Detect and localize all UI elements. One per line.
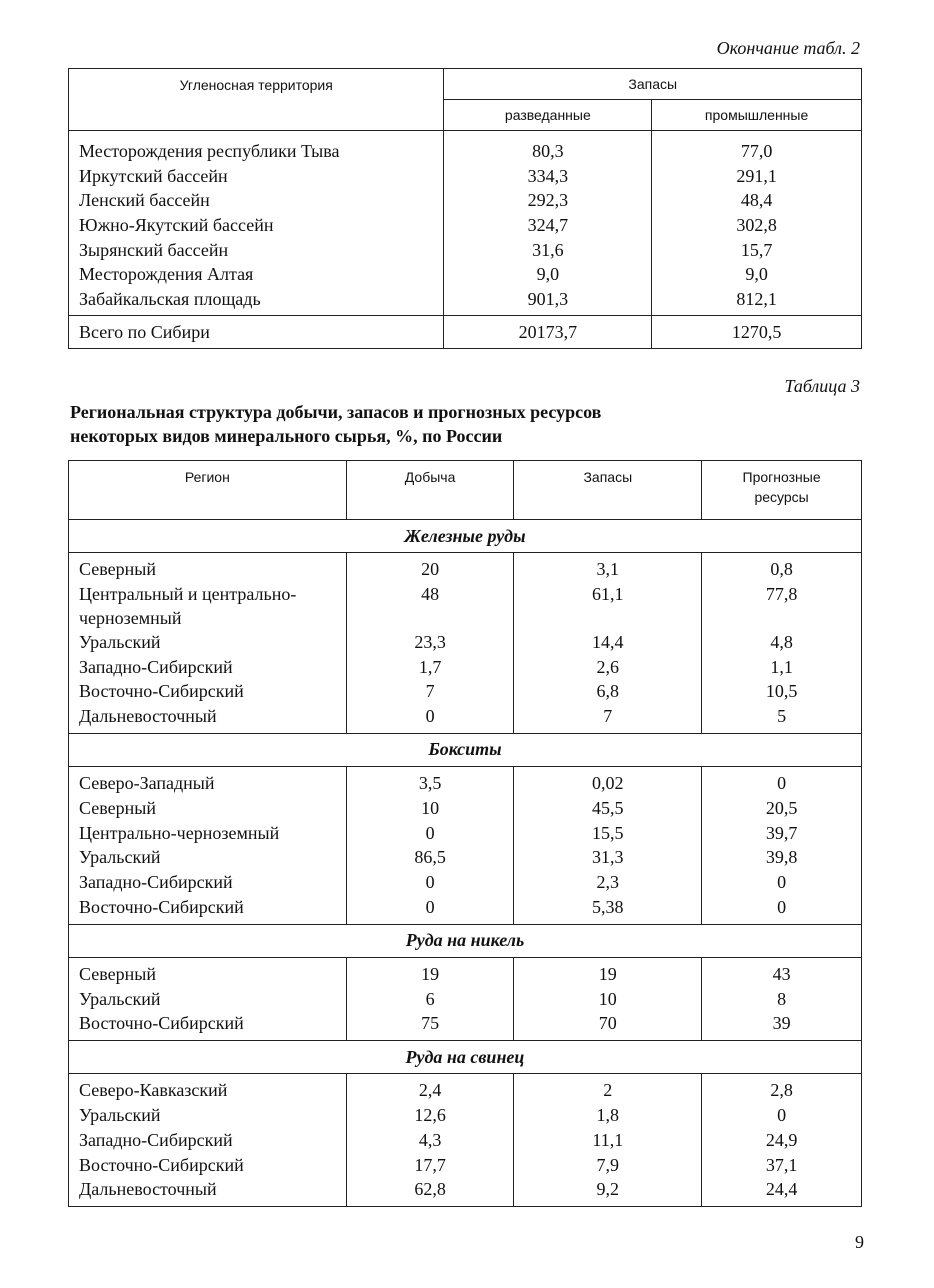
table-row	[69, 1177, 862, 1206]
coal-reserves-table	[68, 68, 862, 349]
explored-value: 292,3	[444, 188, 652, 213]
section-title: Руда на свинец	[69, 1041, 862, 1074]
region-name: Западно-Сибирский	[69, 1128, 347, 1153]
mining-value: 0	[346, 895, 514, 924]
region-name: Дальневосточный	[69, 1177, 347, 1206]
table-row	[69, 1103, 862, 1128]
forecast-value: 0,8	[702, 553, 862, 582]
region-name: Северный	[69, 553, 347, 582]
region-name: Уральский	[69, 987, 347, 1012]
reserves-value: 1,8	[514, 1103, 702, 1128]
reserves-value: 11,1	[514, 1128, 702, 1153]
table-row	[69, 821, 862, 846]
table-row	[69, 1011, 862, 1040]
explored-value: 324,7	[444, 213, 652, 238]
table3-label: Таблица 3	[784, 376, 860, 396]
mining-value: 19	[346, 957, 514, 986]
table-row	[69, 655, 862, 680]
forecast-value: 43	[702, 957, 862, 986]
table-row	[69, 987, 862, 1012]
territory-name: Южно-Якутский бассейн	[69, 213, 444, 238]
mining-value: 2,4	[346, 1074, 514, 1103]
section-row	[69, 924, 862, 957]
table-row	[69, 131, 862, 164]
mining-value: 20	[346, 553, 514, 582]
total-name: Всего по Сибири	[69, 316, 444, 349]
header-mining: Добыча	[346, 461, 514, 520]
region-name: Уральский	[69, 845, 347, 870]
region-name	[69, 582, 347, 630]
forecast-value: 4,8	[702, 630, 862, 655]
region-name: Восточно-Сибирский	[69, 1153, 347, 1178]
reserves-value: 10	[514, 987, 702, 1012]
mining-value: 12,6	[346, 1103, 514, 1128]
mining-value: 4,3	[346, 1128, 514, 1153]
table-row	[69, 287, 862, 316]
table-row	[69, 895, 862, 924]
forecast-value: 24,9	[702, 1128, 862, 1153]
reserves-value: 7,9	[514, 1153, 702, 1178]
forecast-value: 1,1	[702, 655, 862, 680]
reserves-value: 9,2	[514, 1177, 702, 1206]
region-name: Восточно-Сибирский	[69, 895, 347, 924]
header-explored: разведанные	[444, 100, 652, 131]
reserves-value: 15,5	[514, 821, 702, 846]
forecast-value: 39	[702, 1011, 862, 1040]
reserves-value: 5,38	[514, 895, 702, 924]
table-row	[69, 164, 862, 189]
reserves-value: 19	[514, 957, 702, 986]
section-title: Руда на никель	[69, 924, 862, 957]
forecast-value: 2,8	[702, 1074, 862, 1103]
territory-name: Иркутский бассейн	[69, 164, 444, 189]
region-name-line: Центральный и центрально-	[79, 583, 297, 604]
mining-value: 6	[346, 987, 514, 1012]
forecast-value: 10,5	[702, 679, 862, 704]
territory-name: Месторождения Алтая	[69, 262, 444, 287]
section-row	[69, 733, 862, 766]
forecast-value: 37,1	[702, 1153, 862, 1178]
table3-title-line: Региональная структура добычи, запасов и прогнозных ресурсов	[70, 402, 602, 422]
industrial-value: 302,8	[652, 213, 862, 238]
region-name: Уральский	[69, 630, 347, 655]
industrial-value: 48,4	[652, 188, 862, 213]
industrial-value: 77,0	[652, 131, 862, 164]
mining-value: 75	[346, 1011, 514, 1040]
region-name: Северо-Кавказский	[69, 1074, 347, 1103]
reserves-value: 0,02	[514, 766, 702, 795]
table-row	[69, 213, 862, 238]
industrial-value: 291,1	[652, 164, 862, 189]
industrial-value: 812,1	[652, 287, 862, 316]
table-row	[69, 870, 862, 895]
table-row	[69, 553, 862, 582]
forecast-value: 24,4	[702, 1177, 862, 1206]
table-row	[69, 766, 862, 795]
table3-title-line: некоторых видов минерального сырья, %, по России	[70, 426, 503, 446]
forecast-value: 20,5	[702, 796, 862, 821]
forecast-value: 39,7	[702, 821, 862, 846]
table-row	[69, 796, 862, 821]
mining-value: 48	[346, 582, 514, 630]
reserves-value: 14,4	[514, 630, 702, 655]
mining-value: 62,8	[346, 1177, 514, 1206]
header-reserves: Запасы	[514, 461, 702, 520]
region-name: Западно-Сибирский	[69, 870, 347, 895]
header-forecast-line: Прогнозные	[742, 469, 821, 485]
reserves-value: 7	[514, 704, 702, 733]
reserves-value: 2,3	[514, 870, 702, 895]
explored-value: 9,0	[444, 262, 652, 287]
reserves-value: 31,3	[514, 845, 702, 870]
mining-value: 17,7	[346, 1153, 514, 1178]
table-row	[69, 582, 862, 630]
reserves-value: 70	[514, 1011, 702, 1040]
explored-value: 901,3	[444, 287, 652, 316]
forecast-value: 0	[702, 1103, 862, 1128]
mining-value: 23,3	[346, 630, 514, 655]
table-row	[69, 262, 862, 287]
region-name: Северный	[69, 957, 347, 986]
table-row	[69, 1153, 862, 1178]
mining-value: 10	[346, 796, 514, 821]
region-name: Восточно-Сибирский	[69, 1011, 347, 1040]
mineral-structure-table	[68, 460, 862, 1207]
forecast-value: 8	[702, 987, 862, 1012]
region-name-line: черноземный	[79, 607, 182, 628]
territory-name: Ленский бассейн	[69, 188, 444, 213]
reserves-value: 61,1	[514, 582, 702, 630]
region-name: Уральский	[69, 1103, 347, 1128]
table-row	[69, 1074, 862, 1103]
header-territory: Угленосная территория	[69, 69, 444, 131]
industrial-value: 9,0	[652, 262, 862, 287]
reserves-value: 6,8	[514, 679, 702, 704]
total-explored: 20173,7	[444, 316, 652, 349]
table-row	[69, 679, 862, 704]
header-reserves: Запасы	[444, 69, 862, 100]
mining-value: 0	[346, 821, 514, 846]
region-name: Восточно-Сибирский	[69, 679, 347, 704]
section-row	[69, 1041, 862, 1074]
continued-table-label: Окончание табл. 2	[716, 38, 860, 58]
forecast-value: 5	[702, 704, 862, 733]
table-row	[69, 237, 862, 262]
header-forecast-line: ресурсы	[754, 489, 809, 505]
explored-value: 80,3	[444, 131, 652, 164]
region-name: Северо-Западный	[69, 766, 347, 795]
mining-value: 0	[346, 704, 514, 733]
territory-name: Зырянский бассейн	[69, 237, 444, 262]
total-row	[69, 316, 862, 349]
header-forecast	[702, 461, 862, 520]
region-name: Центрально-черноземный	[69, 821, 347, 846]
reserves-value: 2	[514, 1074, 702, 1103]
reserves-value: 3,1	[514, 553, 702, 582]
mining-value: 0	[346, 870, 514, 895]
region-name: Дальневосточный	[69, 704, 347, 733]
region-name: Северный	[69, 796, 347, 821]
mining-value: 3,5	[346, 766, 514, 795]
table-row	[69, 188, 862, 213]
forecast-value: 77,8	[702, 582, 862, 630]
section-title: Бокситы	[69, 733, 862, 766]
forecast-value: 0	[702, 870, 862, 895]
region-name: Западно-Сибирский	[69, 655, 347, 680]
industrial-value: 15,7	[652, 237, 862, 262]
table-row	[69, 630, 862, 655]
header-region: Регион	[69, 461, 347, 520]
table-row	[69, 1128, 862, 1153]
total-industrial: 1270,5	[652, 316, 862, 349]
page-number: 9	[855, 1232, 864, 1252]
mining-value: 86,5	[346, 845, 514, 870]
section-title: Железные руды	[69, 520, 862, 553]
forecast-value: 0	[702, 895, 862, 924]
mining-value: 7	[346, 679, 514, 704]
territory-name: Забайкальская площадь	[69, 287, 444, 316]
forecast-value: 0	[702, 766, 862, 795]
table-row	[69, 957, 862, 986]
forecast-value: 39,8	[702, 845, 862, 870]
table-row	[69, 845, 862, 870]
mining-value: 1,7	[346, 655, 514, 680]
section-row	[69, 520, 862, 553]
header-industrial: промышленные	[652, 100, 862, 131]
reserves-value: 45,5	[514, 796, 702, 821]
explored-value: 334,3	[444, 164, 652, 189]
reserves-value: 2,6	[514, 655, 702, 680]
table3-title	[70, 400, 860, 448]
table-row	[69, 704, 862, 733]
territory-name: Месторождения республики Тыва	[69, 131, 444, 164]
explored-value: 31,6	[444, 237, 652, 262]
